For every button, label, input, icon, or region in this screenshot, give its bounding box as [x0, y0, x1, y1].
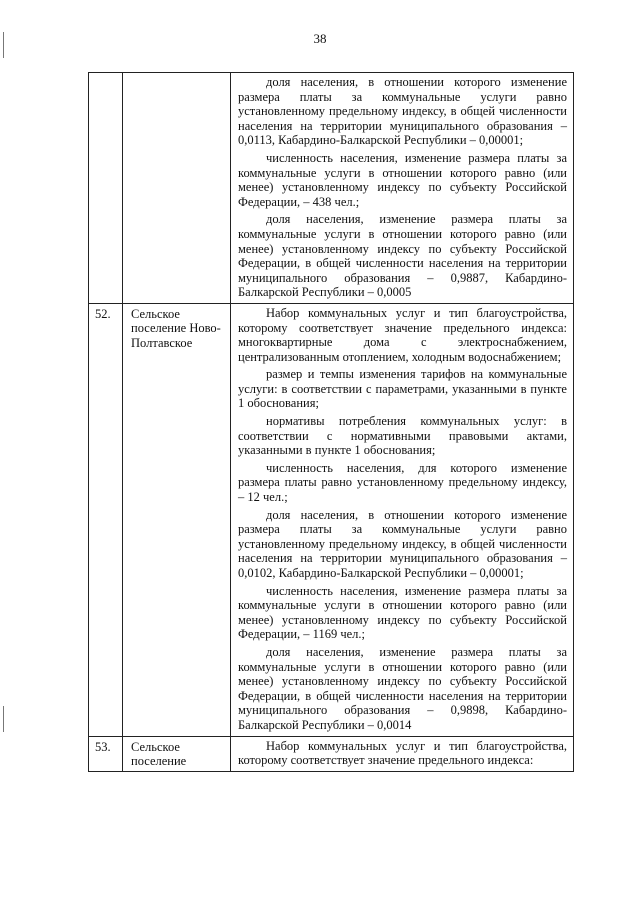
row-number: 53. [89, 736, 123, 771]
description-paragraph: размер и темпы изменения тарифов на коммунальные услуги: в соответствии с параметрами, указанными в пункте 1 обоснования; [238, 367, 567, 411]
settlement-name [123, 73, 231, 304]
index-description [231, 73, 574, 304]
settlement-name: Сельское поселение Ново-Полтавское [123, 303, 231, 736]
index-description [231, 303, 574, 736]
index-description [231, 736, 574, 771]
description-paragraph: доля населения, в отношении которого изменение размера платы за коммунальные услуги равно установленному предельному индексу, в общей численности населения на территории муниципального образования – 0,0113, Кабардино-Балкарской Республики – 0,00001; [238, 75, 567, 148]
table-row [89, 73, 574, 304]
document-table [88, 72, 574, 772]
description-paragraph: Набор коммунальных услуг и тип благоустройства, которому соответствует значение предельного индекса: многоквартирные дома с электроснабжением, централизованным отоплением, холодным водоснабжением; [238, 305, 567, 364]
page-edge-mark-bottom [3, 706, 4, 732]
description-paragraph: численность населения, изменение размера платы за коммунальные услуги в отношении которого равно (или менее) установленному индексу по субъекту Российской Федерации, – 1169 чел.; [238, 583, 567, 642]
row-number [89, 73, 123, 304]
page-number: 38 [313, 31, 327, 46]
description-paragraph: нормативы потребления коммунальных услуг: в соответствии с нормативными правовыми актами, указанными в пункте 1 обоснования; [238, 414, 567, 458]
description-paragraph: численность населения, изменение размера платы за коммунальные услуги в отношении которого равно (или менее) установленному индексу по субъекту Российской Федерации, – 438 чел.; [238, 150, 567, 209]
settlement-name: Сельское поселение [123, 736, 231, 771]
description-paragraph: Набор коммунальных услуг и тип благоустройства, которому соответствует значение предельного индекса: [238, 738, 567, 768]
table-row [89, 736, 574, 771]
description-paragraph: доля населения, изменение размера платы за коммунальные услуги в отношении которого равно (или менее) установленному индексу по субъекту Российской Федерации, в общей численности населения на территории муниципального образования – 0,9887, Кабардино-Балкарской Республики – 0,0005 [238, 212, 567, 300]
description-paragraph: доля населения, в отношении которого изменение размера платы за коммунальные услуги равно установленному предельному индексу, в общей численности населения на территории муниципального образования – 0,0102, Кабардино-Балкарской Республики – 0,00001; [238, 507, 567, 580]
description-paragraph: численность населения, для которого изменение размера платы равно установленному предельному индексу, – 12 чел.; [238, 460, 567, 505]
table-row [89, 303, 574, 736]
description-paragraph: доля населения, изменение размера платы за коммунальные услуги в отношении которого равно (или менее) установленному индексу по субъекту Российской Федерации, в общей численности населения на территории муниципального образования – 0,9898, Кабардино-Балкарской Республики – 0,0014 [238, 644, 567, 732]
row-number: 52. [89, 303, 123, 736]
